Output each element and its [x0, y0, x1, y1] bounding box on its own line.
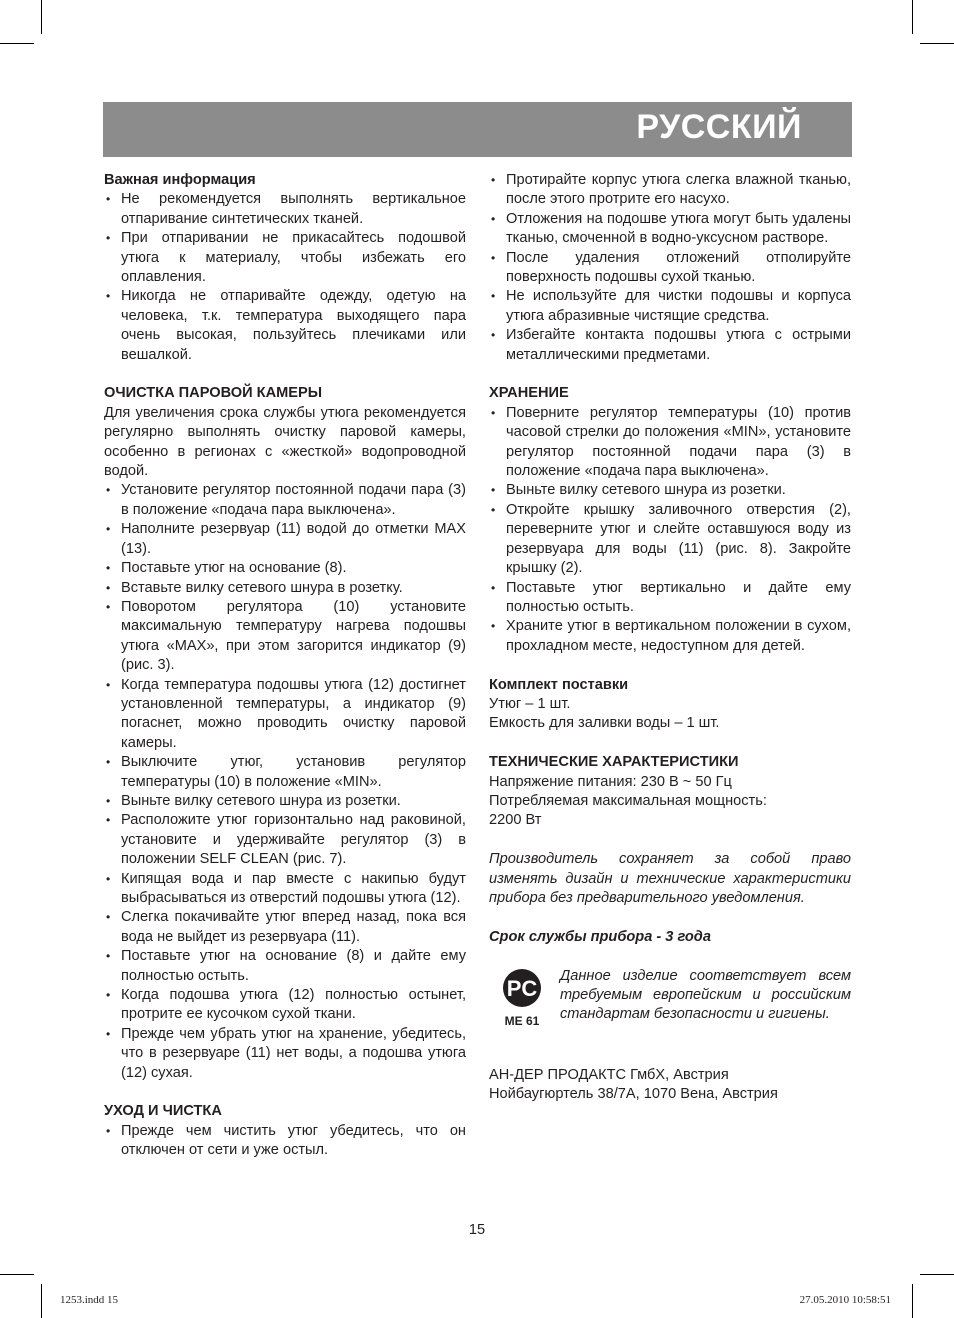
- list-item: • Выньте вилку сетевого шнура из розетки.: [489, 481, 851, 500]
- list-item: • Прежде чем убрать утюг на хранение, убедитесь, что в резервуаре (11) нет воды, а подошва утюга (12) сухая.: [104, 1025, 466, 1083]
- list-item: • Вставьте вилку сетевого шнура в розетку.: [104, 579, 466, 598]
- specs-heading: ТЕХНИЧЕСКИЕ ХАРАКТЕРИСТИКИ: [489, 754, 739, 771]
- cleaning-heading: ОЧИСТКА ПАРОВОЙ КАМЕРЫ: [104, 385, 323, 402]
- list-item: • Наполните резервуар (11) водой до отметки MAX (13).: [104, 520, 466, 559]
- list-item: • Прежде чем чистить утюг убедитесь, что он отключен от сети и уже остыл.: [104, 1122, 466, 1161]
- crop-mark: [920, 43, 954, 44]
- slug-file: 1253.indd 15: [60, 1294, 119, 1306]
- care-list-continued: [489, 171, 851, 365]
- disclaimer: Производитель сохраняет за собой право изменять дизайн и технические характеристики прибора без предварительного уведомления.: [489, 851, 851, 906]
- company-name: АН-ДЕР ПРОДАКТС ГмбХ, Австрия: [489, 1066, 729, 1083]
- banner-title: РУССКИЙ: [636, 108, 802, 146]
- list-item: • Откройте крышку заливочного отверстия (2), переверните утюг и слейте оставшуюся воду из резервуара для воды (11) (рис. 8). Закройте крышку (2).: [489, 501, 851, 579]
- right-column: [489, 171, 851, 1105]
- spec-line: Напряжение питания: 230 В ~ 50 Гц: [489, 773, 732, 790]
- list-item: • Когда подошва утюга (12) полностью остынет, протрите ее кусочком сухой ткани.: [104, 986, 466, 1025]
- company-address: Нойбаугюртель 38/7А, 1070 Вена, Австрия: [489, 1086, 778, 1103]
- storage-heading: ХРАНЕНИЕ: [489, 385, 569, 402]
- list-item: • Выключите утюг, установив регулятор температуры (10) в положение «MIN».: [104, 753, 466, 792]
- crop-mark: [912, 0, 913, 34]
- list-item: • Поворотом регулятора (10) установите максимальную температуру нагрева подошвы утюга «MAX», при этом загорится индикатор (9) (рис. 3).: [104, 598, 466, 676]
- list-item: • Расположите утюг горизонтально над раковиной, установите и удерживайте регулятор (3) в положении SELF CLEAN (рис. 7).: [104, 811, 466, 869]
- list-item: • Никогда не отпаривайте одежду, одетую на человека, т.к. температура выходящего пара очень высокая, пользуйтесь плечиками или вешалкой.: [104, 287, 466, 365]
- list-item: • Отложения на подошве утюга могут быть удалены тканью, смоченной в водно-уксусном растворе.: [489, 210, 851, 249]
- left-column: [104, 171, 466, 1161]
- kit-line: Утюг – 1 шт.: [489, 695, 571, 712]
- certification-block: [489, 967, 851, 1047]
- certification-text: Данное изделие соответствует всем требуемым европейским и российским стандартам безопасности и гигиены.: [560, 967, 851, 1023]
- spec-line: Потребляемая максимальная мощность:: [489, 792, 767, 809]
- crop-mark: [41, 1284, 42, 1318]
- list-item: • Не используйте для чистки подошвы и корпуса утюга абразивные чистящие средства.: [489, 287, 851, 326]
- crop-mark: [0, 1274, 34, 1275]
- list-item: • Установите регулятор постоянной подачи пара (3) в положение «подача пара выключена».: [104, 481, 466, 520]
- care-heading: УХОД И ЧИСТКА: [104, 1103, 222, 1120]
- list-item: • После удаления отложений отполируйте поверхность подошвы сухой тканью.: [489, 249, 851, 288]
- kit-line: Емкость для заливки воды – 1 шт.: [489, 715, 720, 732]
- page-number: 15: [468, 1222, 486, 1238]
- spec-line: 2200 Вт: [489, 812, 542, 829]
- list-item: • Когда температура подошвы утюга (12) достигнет установленной температуры, а индикатор (9) погаснет, можно проводить очистку паровой камеры.: [104, 676, 466, 754]
- language-banner: [103, 102, 852, 157]
- kit-heading: Комплект поставки: [489, 676, 629, 693]
- list-item: • Протирайте корпус утюга слегка влажной тканью, после этого протрите его насухо.: [489, 171, 851, 210]
- cleaning-intro: Для увеличения срока службы утюга рекомендуется регулярно выполнять очистку паровой камеры, особенно в регионах с «жесткой» водопроводной водой.: [104, 404, 466, 480]
- crop-mark: [912, 1284, 913, 1318]
- service-life: Срок службы прибора - 3 года: [489, 928, 711, 945]
- list-item: • Кипящая вода и пар вместе с накипью будут выбрасываться из отверстий подошвы утюга (12).: [104, 870, 466, 909]
- svg-text:PC: PC: [506, 975, 538, 1001]
- list-item: • Избегайте контакта подошвы утюга с острыми металлическими предметами.: [489, 326, 851, 365]
- storage-list: [489, 404, 851, 656]
- list-item: • Слегка покачивайте утюг вперед назад, пока вся вода не выйдет из резервуара (11).: [104, 908, 466, 947]
- list-item: • Поверните регулятор температуры (10) против часовой стрелки до положения «MIN», установите регулятор постоянной подачи пара (3) в положение «подача пара выключена».: [489, 404, 851, 482]
- list-item: • Храните утюг в вертикальном положении в сухом, прохладном месте, недоступном для детей.: [489, 617, 851, 656]
- crop-mark: [41, 0, 42, 34]
- list-item: • Выньте вилку сетевого шнура из розетки.: [104, 792, 466, 811]
- important-heading: Важная информация: [104, 172, 256, 188]
- cleaning-list: [104, 481, 466, 1083]
- crop-mark: [0, 43, 34, 44]
- rst-certification-mark-icon: [497, 967, 547, 1029]
- crop-mark: [920, 1274, 954, 1275]
- list-item: • Не рекомендуется выполнять вертикальное отпаривание синтетических тканей.: [104, 190, 466, 229]
- important-list: [104, 190, 466, 365]
- slug-timestamp: 27.05.2010 10:58:51: [799, 1294, 891, 1306]
- list-item: • При отпаривании не прикасайтесь подошвой утюга к материалу, чтобы избежать его оплавления.: [104, 229, 466, 287]
- certification-code: ME 61: [504, 1013, 540, 1028]
- list-item: • Поставьте утюг вертикально и дайте ему полностью остыть.: [489, 579, 851, 618]
- list-item: • Поставьте утюг на основание (8) и дайте ему полностью остыть.: [104, 947, 466, 986]
- list-item: • Поставьте утюг на основание (8).: [104, 559, 466, 578]
- care-list: [104, 1122, 466, 1161]
